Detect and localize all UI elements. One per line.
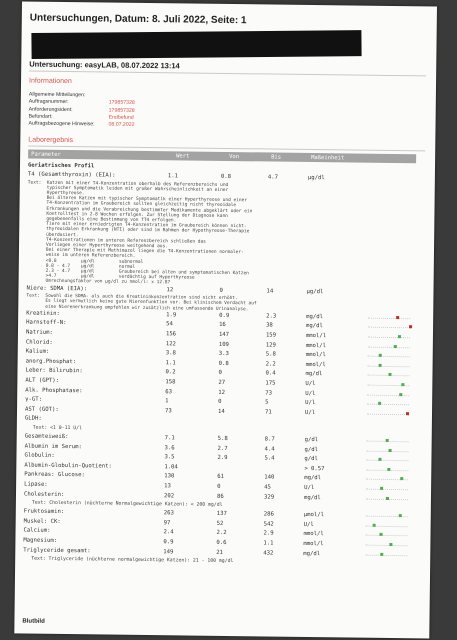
exam-subtitle: Untersuchung: easyLAB, 08.07.2022 13:14 bbox=[29, 59, 180, 71]
parameter-name: T4 (Gesamtthyroxin) (EIA): bbox=[27, 171, 116, 179]
value-marker bbox=[390, 543, 393, 546]
result-value: 54 bbox=[166, 321, 173, 328]
value-marker bbox=[394, 345, 397, 348]
range-to: 175 bbox=[265, 380, 276, 387]
range-from: 0 bbox=[218, 399, 222, 406]
info-key: Anforderungsident: bbox=[28, 106, 73, 113]
range-from: 0.8 bbox=[220, 173, 232, 181]
info-value: 08.07.2022 bbox=[108, 121, 135, 129]
value-marker bbox=[400, 477, 403, 480]
range-to: 2.9 bbox=[263, 530, 274, 537]
col-wert: Wert bbox=[176, 152, 190, 160]
parameter-name: Calcium: bbox=[23, 527, 51, 535]
range-indicator bbox=[367, 450, 409, 453]
result-note: Text: Katzen mit einer T4-Konzentration oberhalb des Referenzbereichs und typischer Symptomatik leiden mit großer Wahrscheinlichkeit an einer Hyperthyreose. Bei älteren Katzen mit typischer Symptomatik einer Hyperthyreose und einer T4-Konzentration im Graubereich sollten gleichzeitig nicht thyreoidale Erkrankungen und die Verabreichung bestimmter Medikamente abgeklärt oder ein Kontrolltest in 2-8 Wochen erfolgen. Zur Stellung der Diagnose kann gegebenenfalls eine Bestimmung von fT4 erfolgen. Tiere mit einer erniedrigten T4-Konzentration im Graubereich können nicht- thyreoidalen Erkrankung (NTI) oder sind im Rahmen der Hypothyreose-Therapie überdosiert. T4-Konzentrationen im unteren Referenzbereich schließen das Vorliegen einer Hyperthyreose weitgehend aus. Bei einer Therapie mit Methimazol liegen die T4-Konzentrationen normaler- weise im unteren Referenzbereich. <0.8 µg/dl subnormal 0.8 - 4.7 µg/dl normal 2.3 - 4.7 µg/dl Graubereich bei alten und symptomatischen Katzen >4.7 µg/dl verdächtig auf Hyperthyreose Umrechnungsfaktor von µg/dl zu nmol/l: x 12.87 bbox=[26, 180, 253, 286]
parameter-name: Chlorid: bbox=[25, 339, 53, 346]
range-from: 147 bbox=[218, 331, 230, 339]
parameter-name: Albumin-Globulin-Quotient: bbox=[24, 462, 112, 470]
result-unit: U/l bbox=[304, 484, 315, 492]
result-value: 73 bbox=[164, 408, 172, 415]
result-note: Text: Sowohl die SDMA- als auch die Kreatininkonzentration sind nicht erhöht. Es liegt vermutlich keine gute Nierenfunktion vor. Bei klinischem Verdacht auf eine Nierenerkrankung empfehlen wir zusätzlich eine umfassende Urinanalyse. bbox=[26, 293, 257, 312]
result-value: 7.1 bbox=[164, 435, 175, 442]
range-indicator bbox=[368, 356, 410, 359]
range-to: 159 bbox=[265, 332, 277, 339]
section-blutbild: Blutbild bbox=[22, 618, 45, 625]
info-row bbox=[28, 121, 134, 130]
result-value: 122 bbox=[165, 340, 176, 348]
result-unit: mmol/l bbox=[305, 352, 326, 359]
value-marker bbox=[373, 524, 376, 527]
parameter-name: Lipase: bbox=[24, 481, 48, 488]
result-note: Text: <1 0-11 U/l bbox=[32, 425, 82, 432]
col-von: Von bbox=[229, 153, 240, 160]
subsection-geriatric: Geriatrisches Profil bbox=[27, 162, 95, 170]
range-indicator bbox=[368, 318, 410, 321]
result-unit: mmol/l bbox=[305, 361, 326, 369]
parameter-name: Kreatinin: bbox=[26, 310, 60, 317]
range-to: 5.4 bbox=[264, 455, 275, 462]
range-to: 140 bbox=[264, 474, 275, 481]
info-key: Befundart: bbox=[28, 113, 53, 120]
parameter-name: Gesamteiweiß: bbox=[24, 433, 69, 441]
result-unit: g/dl bbox=[304, 456, 318, 463]
value-marker bbox=[401, 383, 404, 386]
result-unit: mmol/l bbox=[305, 333, 327, 340]
range-from: 5.8 bbox=[217, 435, 228, 442]
result-unit: mmol/l bbox=[303, 540, 324, 548]
range-to: 0.4 bbox=[265, 370, 276, 378]
result-unit: U/l bbox=[305, 390, 316, 397]
result-unit: mmol/l bbox=[305, 342, 327, 349]
parameter-name: Harnstoff-N: bbox=[26, 319, 67, 327]
range-from: 2.9 bbox=[217, 455, 228, 462]
result-value: 263 bbox=[163, 510, 174, 517]
parameter-name: Albumin im Serum: bbox=[24, 443, 82, 450]
range-indicator bbox=[365, 554, 407, 557]
parameter-name: Niere: SDMA (EIA): bbox=[26, 285, 88, 292]
value-marker bbox=[379, 364, 382, 367]
result-value: 1.9 bbox=[166, 312, 177, 319]
result-unit: U/l bbox=[304, 409, 316, 416]
range-indicator bbox=[367, 414, 409, 417]
range-to: 329 bbox=[263, 494, 275, 501]
range-to: 4.4 bbox=[264, 446, 275, 453]
parameter-name: γ-GT: bbox=[25, 396, 43, 403]
range-to: 542 bbox=[263, 521, 274, 528]
value-marker bbox=[396, 316, 399, 319]
range-from: 52 bbox=[216, 520, 224, 527]
range-from: 0 bbox=[217, 483, 221, 490]
result-value: 3.8 bbox=[165, 350, 176, 357]
range-indicator bbox=[368, 366, 410, 369]
value-marker bbox=[386, 496, 389, 499]
info-value: 179857328 bbox=[108, 107, 135, 114]
result-value: 3.6 bbox=[164, 444, 175, 451]
range-to: 45 bbox=[264, 484, 271, 491]
range-indicator bbox=[366, 489, 408, 492]
value-marker bbox=[379, 533, 382, 536]
range-to: 5.8 bbox=[265, 351, 276, 358]
range-indicator bbox=[365, 545, 407, 548]
result-unit: g/dl bbox=[304, 446, 319, 453]
parameter-name: Alk. Phosphatase: bbox=[25, 387, 83, 394]
value-marker bbox=[378, 354, 381, 357]
value-marker bbox=[378, 402, 381, 405]
range-from: 14 bbox=[217, 408, 225, 415]
section-laborergebnis: Laborergebnis bbox=[28, 136, 74, 145]
range-from: 16 bbox=[219, 322, 226, 329]
value-marker bbox=[387, 468, 390, 471]
parameter-name: Fruktosamin: bbox=[23, 508, 65, 516]
result-unit: µg/dl bbox=[306, 288, 324, 295]
range-to: 4.7 bbox=[267, 174, 279, 181]
range-to: 14 bbox=[266, 288, 274, 295]
range-to: 432 bbox=[263, 549, 274, 557]
parameter-name: Kalium: bbox=[25, 348, 50, 356]
info-block bbox=[28, 92, 134, 130]
result-value: 0.2 bbox=[165, 369, 176, 376]
parameter-name: Globulin: bbox=[24, 452, 55, 460]
result-unit: > 0.57 bbox=[304, 465, 325, 472]
result-value: 3.5 bbox=[164, 454, 175, 461]
result-unit: U/l bbox=[305, 380, 316, 388]
range-to: 5 bbox=[265, 399, 269, 406]
result-unit: g/dl bbox=[304, 436, 319, 444]
range-indicator bbox=[367, 394, 409, 397]
parameter-name: AST (GOT): bbox=[24, 406, 59, 413]
range-indicator bbox=[365, 535, 407, 538]
range-from: 0.9 bbox=[219, 312, 230, 319]
result-unit: U/l bbox=[305, 400, 316, 407]
result-value: 97 bbox=[163, 519, 171, 527]
value-marker bbox=[406, 412, 409, 415]
parameter-name: ALT (GPT): bbox=[25, 377, 60, 384]
result-unit: µg/dl bbox=[307, 174, 325, 182]
result-value: 1.1 bbox=[167, 173, 179, 180]
result-unit: mg/dl bbox=[304, 475, 322, 482]
result-value: 202 bbox=[163, 492, 175, 499]
section-informationen: Informationen bbox=[29, 77, 72, 86]
range-to: 73 bbox=[265, 390, 273, 397]
parameter-name: Pankreas: Glucose: bbox=[24, 471, 85, 479]
result-unit: mg/dl bbox=[305, 371, 323, 378]
range-to: 71 bbox=[264, 409, 272, 416]
result-note: Text: Triglyceride (nüchterne normalgewichtige Katzen): 21 - 100 mg/dl bbox=[31, 556, 234, 565]
range-from: 2.7 bbox=[217, 445, 228, 452]
result-value: 1.1 bbox=[165, 360, 176, 367]
result-value: 149 bbox=[163, 548, 174, 555]
range-indicator bbox=[368, 346, 410, 349]
range-from: 109 bbox=[218, 341, 229, 348]
result-value: 13 bbox=[164, 483, 171, 490]
info-key: Auftragsnummer: bbox=[28, 98, 69, 106]
range-from: 21 bbox=[216, 549, 224, 556]
parameter-name: GLDH: bbox=[24, 415, 42, 423]
parameter-name: Cholesterin: bbox=[23, 491, 65, 498]
result-value: 2.4 bbox=[163, 529, 174, 536]
range-to: 2.3 bbox=[266, 313, 277, 320]
value-marker bbox=[388, 373, 391, 376]
range-indicator bbox=[368, 327, 410, 330]
info-value: 179857328 bbox=[108, 99, 135, 107]
info-key: Auftragsbezogene Hinweise: bbox=[28, 120, 95, 128]
result-unit: mg/dl bbox=[303, 494, 321, 501]
range-to: 1.1 bbox=[263, 540, 274, 547]
range-to: 8.7 bbox=[264, 436, 275, 443]
range-from: 86 bbox=[216, 493, 224, 500]
range-from: 0 bbox=[219, 287, 223, 294]
value-marker bbox=[389, 449, 392, 452]
range-to: 129 bbox=[265, 342, 276, 349]
results-table-header bbox=[28, 150, 416, 164]
result-value: 63 bbox=[165, 388, 173, 395]
result-value: 1.04 bbox=[164, 464, 178, 471]
redaction-bar bbox=[31, 30, 361, 59]
result-unit: mg/dl bbox=[306, 313, 324, 321]
info-key: Allgemeine Mitteilungen: bbox=[28, 91, 86, 99]
result-unit: mmol/l bbox=[303, 531, 324, 538]
range-from: 61 bbox=[217, 474, 225, 481]
result-value: 1 bbox=[165, 398, 169, 405]
parameter-name: Natrium: bbox=[25, 329, 53, 336]
value-marker bbox=[397, 335, 400, 338]
col-einheit: Maßeinheit bbox=[311, 154, 345, 161]
range-from: 0 bbox=[218, 370, 222, 377]
result-value: 0.9 bbox=[163, 539, 174, 546]
result-value: 156 bbox=[165, 331, 177, 338]
value-marker bbox=[386, 439, 389, 442]
parameter-name: Muskel: CK: bbox=[23, 518, 61, 525]
page-title: Untersuchungen, Datum: 8. Juli 2022, Seite: 1 bbox=[29, 12, 247, 27]
results-table bbox=[23, 162, 416, 569]
value-marker bbox=[400, 393, 403, 396]
result-unit: µmol/l bbox=[303, 512, 325, 519]
value-marker bbox=[380, 552, 383, 555]
parameter-name: Triglyceride gesamt: bbox=[23, 547, 91, 554]
result-note: Text: Cholesterin (nüchterne Normalgewichtige Katzen): < 200 mg/dl bbox=[31, 500, 223, 509]
col-parameter: Parameter bbox=[31, 151, 61, 158]
parameter-name: anorg.Phosphat: bbox=[25, 358, 77, 365]
parameter-name: Magnesium: bbox=[23, 537, 58, 544]
range-to: 38 bbox=[266, 322, 273, 330]
range-from: 137 bbox=[216, 511, 227, 518]
result-unit: U/l bbox=[303, 521, 314, 528]
value-marker bbox=[380, 487, 383, 490]
divider bbox=[29, 71, 426, 77]
range-to: 2.2 bbox=[265, 361, 276, 368]
lab-report-page bbox=[14, 1, 437, 638]
range-to: 286 bbox=[263, 511, 274, 518]
range-from: 12 bbox=[218, 389, 226, 396]
range-from: 3.3 bbox=[218, 351, 229, 358]
range-from: 0.6 bbox=[216, 539, 227, 546]
result-value: 158 bbox=[165, 379, 176, 386]
col-bis: Bis bbox=[271, 154, 282, 161]
range-from: 27 bbox=[218, 379, 226, 386]
value-marker bbox=[379, 458, 382, 461]
range-indicator bbox=[367, 404, 409, 407]
result-value: 130 bbox=[164, 473, 175, 480]
value-marker bbox=[398, 514, 401, 517]
parameter-name: Leber: Bilirubin: bbox=[25, 367, 83, 375]
range-from: 2.2 bbox=[216, 530, 227, 537]
info-value: Endbefund bbox=[108, 114, 134, 121]
range-indicator bbox=[368, 337, 410, 340]
result-unit: mg/dl bbox=[306, 323, 323, 330]
result-unit: mg/dl bbox=[303, 550, 321, 557]
value-marker bbox=[409, 326, 412, 329]
result-value: 12 bbox=[166, 286, 174, 293]
range-indicator bbox=[366, 460, 408, 463]
range-from: 0.8 bbox=[218, 360, 229, 367]
